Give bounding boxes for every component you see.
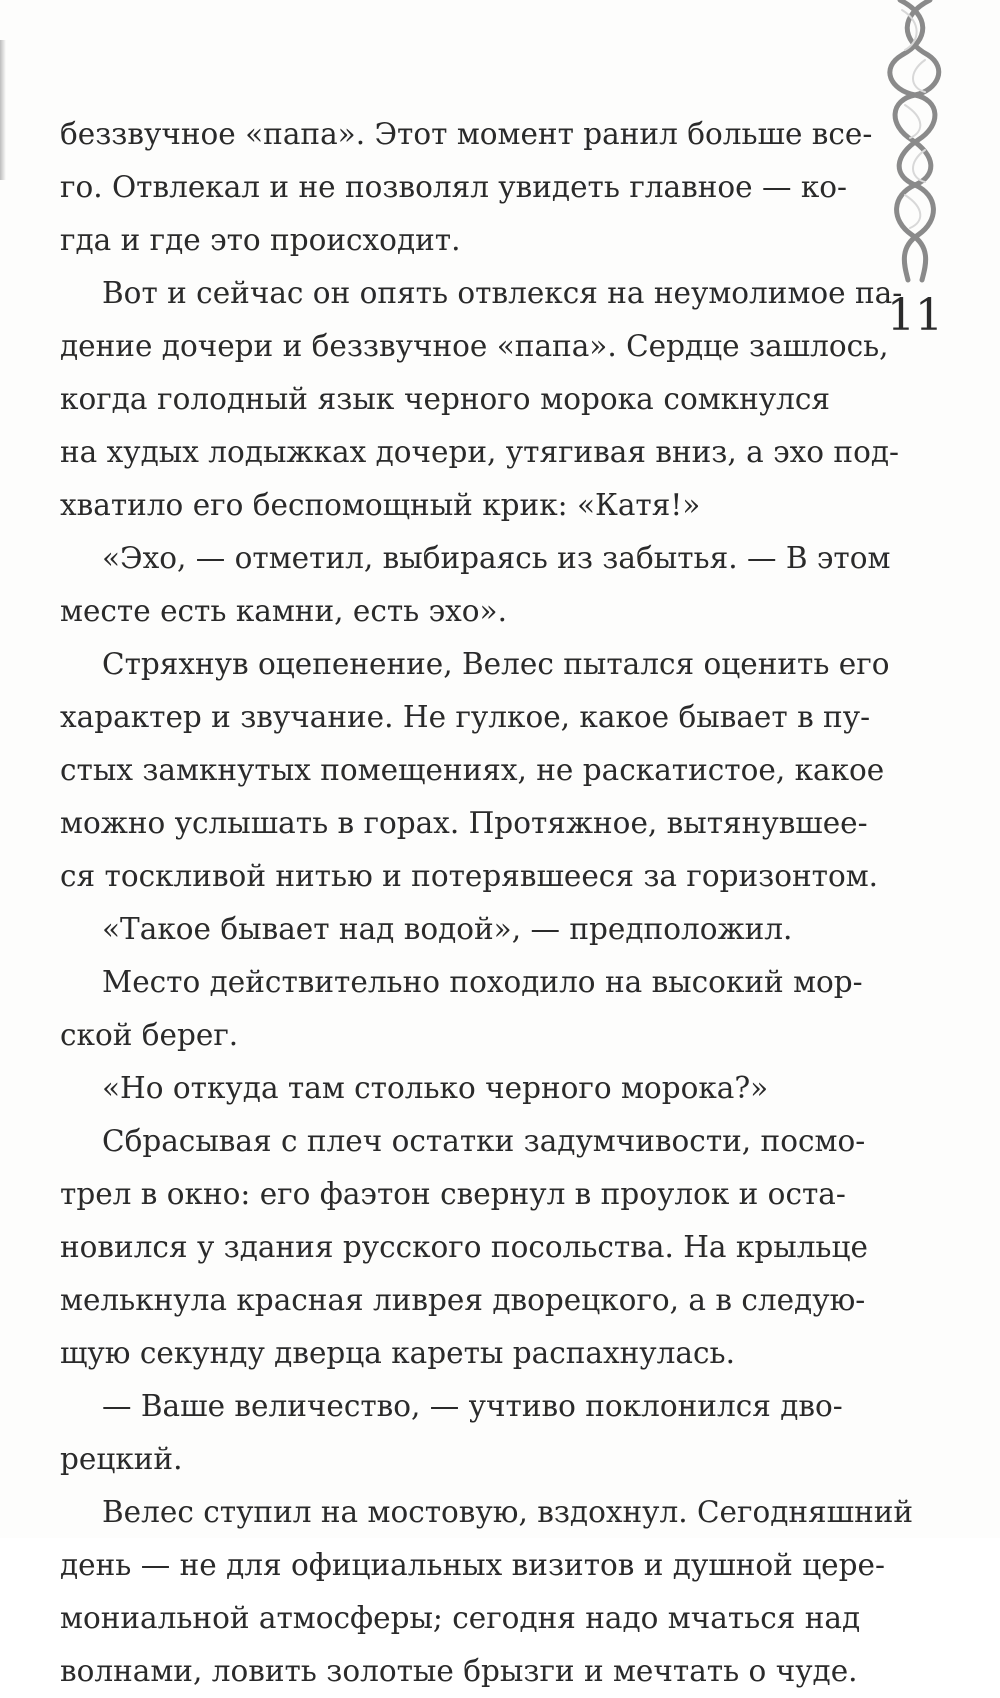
text-line: можно услышать в горах. Протяжное, вытянувшее- xyxy=(60,806,868,840)
text-line: «Такое бывает над водой», — предположил. xyxy=(102,912,793,946)
text-line: — Ваше величество, — учтиво поклонился дво- xyxy=(102,1389,843,1423)
text-line: стых замкнутых помещениях, не раскатистое, какое xyxy=(60,753,885,787)
text-line: когда голодный язык черного морока сомкнулся xyxy=(60,382,830,416)
text-line: рецкий. xyxy=(60,1442,183,1476)
text-line: мелькнула красная ливрея дворецкого, а в следую- xyxy=(60,1283,866,1317)
text-line: Стряхнув оцепенение, Велес пытался оценить его xyxy=(102,647,890,681)
text-line: дение дочери и беззвучное «папа». Сердце зашлось, xyxy=(60,329,889,363)
text-line: Велес ступил на мостовую, вздохнул. Сегодняшний xyxy=(102,1495,914,1529)
text-line: мониальной атмосферы; сегодня надо мчаться над xyxy=(60,1601,861,1635)
text-line: Сбрасывая с плеч остатки задумчивости, посмо- xyxy=(102,1124,866,1158)
text-line: новился у здания русского посольства. На крыльце xyxy=(60,1230,868,1264)
text-line: день — не для официальных визитов и душной цере- xyxy=(60,1548,885,1582)
text-line: месте есть камни, есть эхо». xyxy=(60,594,507,628)
page-number: 11 xyxy=(887,290,943,341)
text-line: на худых лодыжках дочери, утягивая вниз, а эхо под- xyxy=(60,435,899,469)
text-line: Вот и сейчас он опять отвлекся на неумолимое па- xyxy=(102,276,903,310)
page-edge-shadow xyxy=(0,40,6,180)
text-line: го. Отвлекал и не позволял увидеть главное — ко- xyxy=(60,170,848,204)
text-line: гда и где это происходит. xyxy=(60,223,461,257)
text-line: характер и звучание. Не гулкое, какое бывает в пу- xyxy=(60,700,871,734)
text-line: хватило его беспомощный крик: «Катя!» xyxy=(60,488,701,522)
text-line: «Эхо, — отметил, выбираясь из забытья. — В этом xyxy=(102,541,891,575)
text-line: Место действительно походило на высокий мор- xyxy=(102,965,863,999)
text-line: волнами, ловить золотые брызги и мечтать о чуде. xyxy=(60,1654,858,1688)
text-line: беззвучное «папа». Этот момент ранил больше все- xyxy=(60,117,873,151)
text-line: щую секунду дверца кареты распахнулась. xyxy=(60,1336,735,1370)
text-line: «Но откуда там столько черного морока?» xyxy=(102,1071,769,1105)
text-line: трел в окно: его фаэтон свернул в проулок и оста- xyxy=(60,1177,846,1211)
celtic-knot-border-icon xyxy=(880,0,950,280)
body-text xyxy=(60,108,914,1698)
text-line: ской берег. xyxy=(60,1018,239,1052)
text-line: ся тоскливой нитью и потерявшееся за горизонтом. xyxy=(60,859,879,893)
